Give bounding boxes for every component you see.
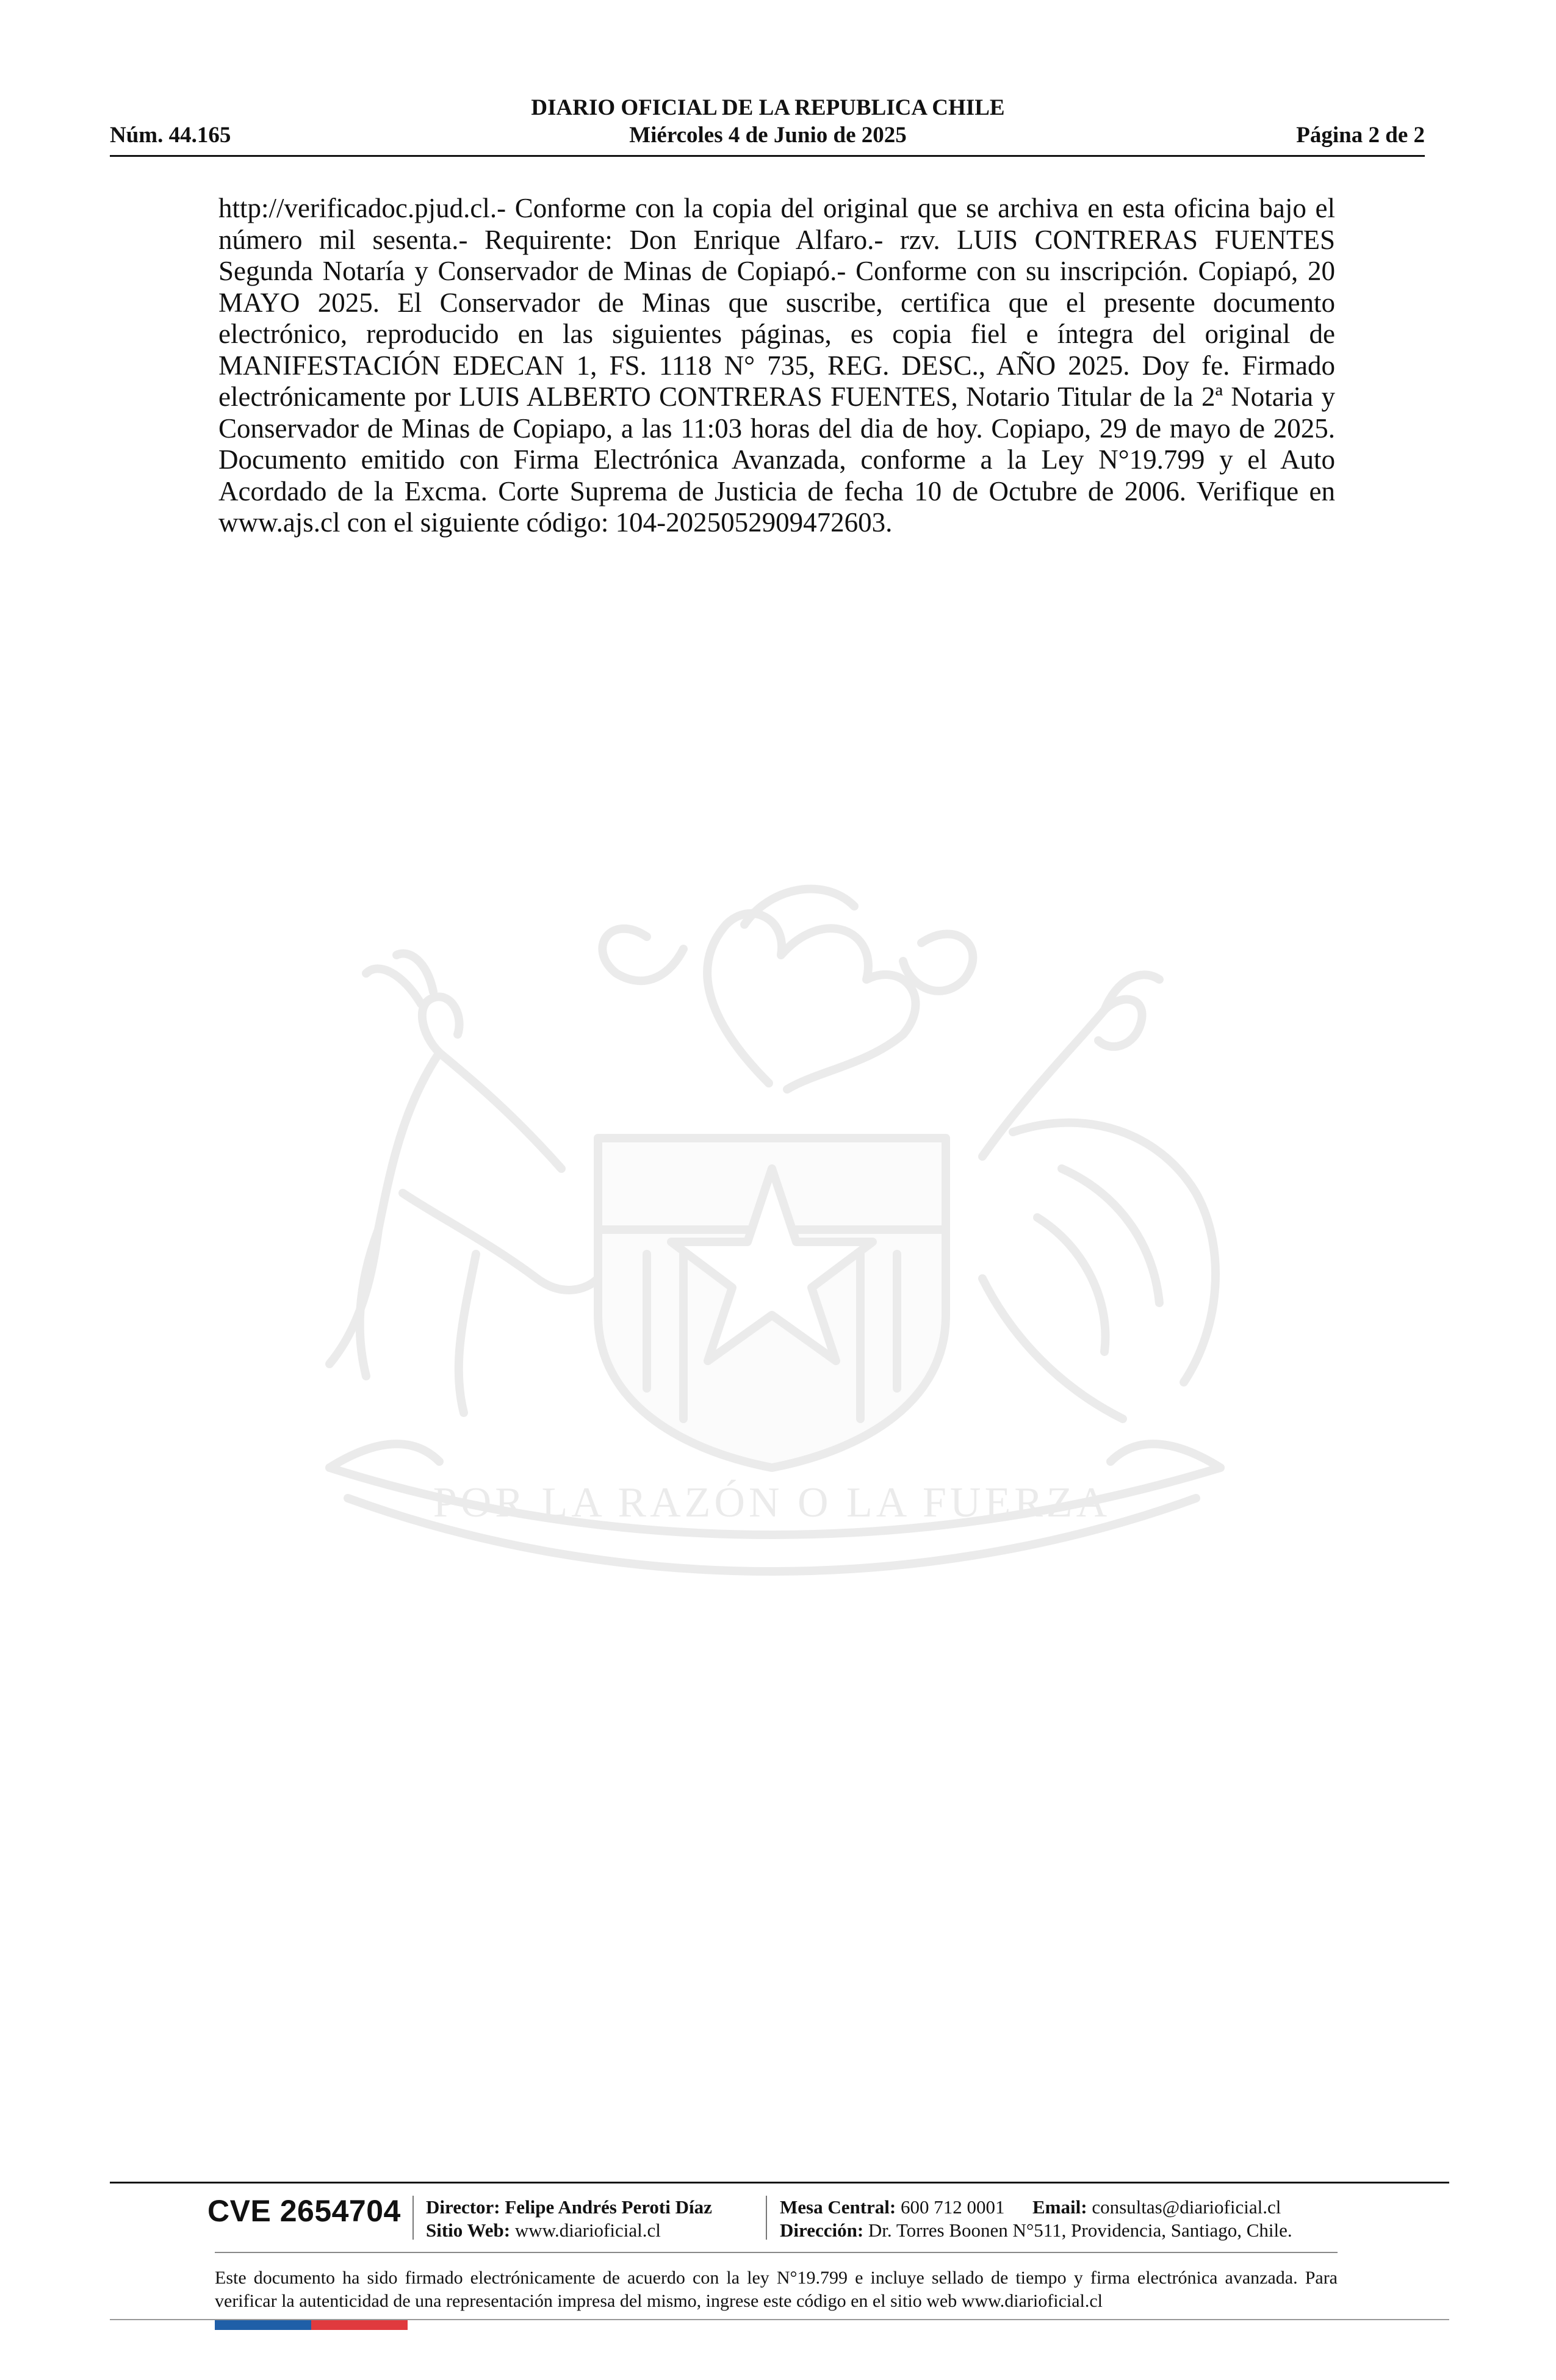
website-label: Sitio Web: — [426, 2220, 511, 2241]
document-body-text: http://verificadoc.pjud.cl.- Conforme con la copia del original que se archiva en esta oficina bajo el número mil sesenta.- Requirente: Don Enrique Alfaro.- rzv. LUIS CONTRERAS FUENTES Segunda Notaría y Conservador de Minas de Copiapó.- Conforme con su inscripción. Copiapó, 20 MAYO 2025. El Conservador de Minas que suscribe, certifica que el presente documento electrónico, reproducido en las siguientes páginas, es copia fiel e íntegra del original de MANIFESTACIÓN EDECAN 1, FS. 1118 N° 735, REG. DESC., AÑO 2025. Doy fe. Firmado electrónicamente por LUIS ALBERTO CONTRERAS FUENTES, Notario Titular de la 2ª Notaria y Conservador de Minas de Copiapo, a las 11:03 horas del dia de hoy. Copiapo, 29 de mayo de 2025. Documento emitido con Firma Electrónica Avanzada, conforme a la Ley N°19.799 y el Auto Acordado de la Excma. Corte Suprema de Justicia de fecha 10 de Octubre de 2006. Verifique en www.ajs.cl con el siguiente código: 104-2025052909472603. — [218, 193, 1335, 538]
footer-top-divider — [110, 2182, 1449, 2183]
page-indicator: Página 2 de 2 — [1296, 123, 1425, 148]
email-label: Email: — [1032, 2196, 1087, 2218]
email-link[interactable]: consultas@diarioficial.cl — [1092, 2196, 1281, 2218]
cve-code: CVE 2654704 — [207, 2194, 401, 2228]
flag-stripe-blue — [215, 2320, 311, 2330]
website-link[interactable]: www.diarioficial.cl — [514, 2220, 661, 2241]
phone-number: 600 712 0001 — [901, 2196, 1005, 2218]
director-name: Felipe Andrés Peroti Díaz — [505, 2196, 712, 2218]
issue-date: Miércoles 4 de Junio de 2025 — [629, 123, 907, 148]
publication-title: DIARIO OFICIAL DE LA REPUBLICA CHILE — [531, 95, 1005, 120]
address-text: Dr. Torres Boonen N°511, Providencia, Santiago, Chile. — [868, 2220, 1292, 2241]
footer-contact-block — [780, 2196, 1292, 2242]
signature-disclaimer: Este documento ha sido firmado electrónicamente de acuerdo con la ley N°19.799 e incluye sellado de tiempo y firma electrónica avanzada. Para verificar la autenticidad de una representación impresa del mismo, ingrese este código en el sitio web www.diarioficial.cl — [215, 2268, 1338, 2311]
address-label: Dirección: — [780, 2220, 864, 2241]
coat-of-arms-motto: POR LA RAZÓN O LA FUERZA — [433, 1479, 1111, 1526]
chile-coat-of-arms-icon — [220, 851, 1330, 1669]
issue-number: Núm. 44.165 — [110, 123, 231, 148]
director-label: Director: — [426, 2196, 500, 2218]
footer-separator-2 — [766, 2196, 767, 2240]
footer-director-block — [426, 2196, 712, 2242]
footer-separator-1 — [412, 2196, 414, 2240]
footer-mid-divider — [215, 2252, 1338, 2253]
flag-stripe-red — [311, 2320, 408, 2330]
phone-label: Mesa Central: — [780, 2196, 896, 2218]
header-divider — [110, 155, 1425, 157]
